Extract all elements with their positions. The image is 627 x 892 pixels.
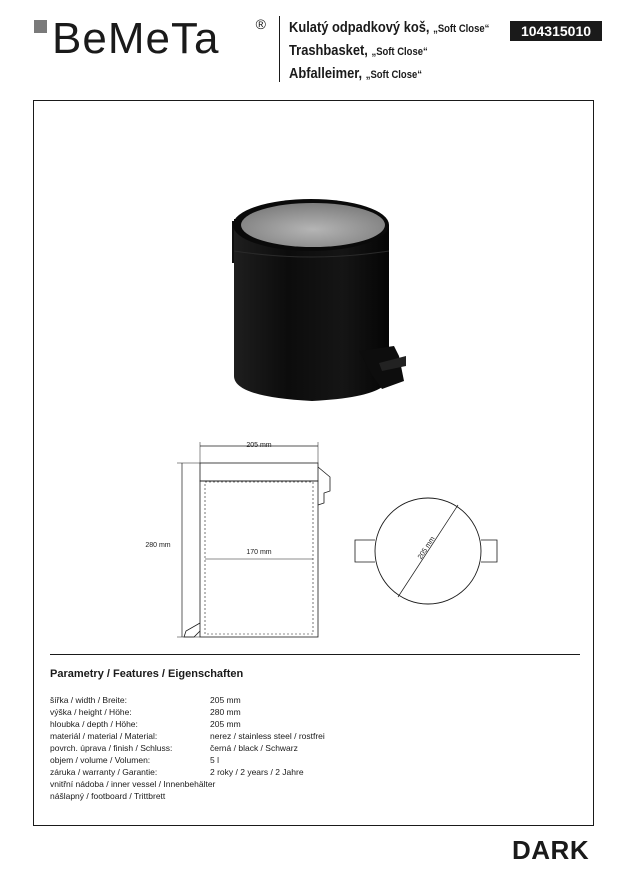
spec-label: nášlapný / footboard / Trittbrett (50, 791, 166, 801)
title-en-text: Trashbasket, (289, 42, 368, 59)
variant-label: DARK (512, 835, 590, 865)
title-de (289, 63, 489, 86)
spec-value: 205 mm (210, 719, 241, 729)
height-label: 280 mm (145, 542, 171, 549)
title-cz-text: Kulatý odpadkový koš, (289, 19, 430, 36)
product-sheet-frame (33, 100, 594, 826)
bin-inner (241, 203, 385, 247)
spec-value: 205 mm (210, 695, 241, 705)
title-cz (289, 17, 489, 40)
spec-value: nerez / stainless steel / rostfrei (210, 731, 325, 741)
inner-vessel-outline (205, 482, 313, 634)
soft-close-cz: „Soft Close“ (433, 23, 490, 35)
top-view-pedal (355, 540, 375, 562)
spec-label: hloubka / depth / Höhe: (50, 719, 138, 729)
registered-mark: ® (255, 16, 266, 32)
features-heading: Parametry / Features / Eigenschaften (50, 668, 244, 680)
inner-label: 170 mm (246, 549, 272, 556)
product-code: 104315010 (510, 21, 602, 41)
pedal-outline (184, 623, 200, 637)
spec-table (50, 694, 325, 802)
top-view-hinge (481, 540, 497, 562)
spec-row (50, 718, 325, 730)
product-image (194, 151, 454, 411)
header-divider (279, 16, 280, 82)
spec-label: materiál / material / Material: (50, 731, 158, 741)
title-en (289, 40, 489, 63)
spec-label: povrch. úprava / finish / Schluss: (50, 743, 173, 753)
spec-label: šířka / width / Breite: (50, 695, 127, 705)
logo-square-icon (34, 20, 47, 33)
spec-row (50, 730, 325, 742)
spec-label: vnitřní nádoba / inner vessel / Innenbehälter (50, 779, 216, 789)
soft-close-de: „Soft Close“ (365, 69, 422, 81)
diameter-label: 205 mm (416, 535, 437, 561)
spec-label: výška / height / Höhe: (50, 707, 132, 717)
technical-drawing (34, 441, 595, 651)
spec-row (50, 742, 325, 754)
spec-row (50, 766, 325, 778)
hinge-outline (318, 467, 330, 505)
spec-label: objem / volume / Volumen: (50, 755, 151, 765)
features-rule (50, 654, 580, 655)
spec-label: záruka / warranty / Garantie: (50, 767, 158, 777)
spec-value: černá / black / Schwarz (210, 743, 298, 753)
width-label: 205 mm (246, 442, 272, 449)
spec-value: 5 l (210, 755, 219, 765)
lid-outline (200, 463, 318, 481)
brand-name: BeMeTa (52, 14, 220, 63)
spec-value: 2 roky / 2 years / 2 Jahre (210, 767, 304, 777)
spec-row (50, 706, 325, 718)
spec-row (50, 778, 325, 790)
spec-row (50, 694, 325, 706)
brand-logo (34, 14, 270, 64)
spec-row (50, 790, 325, 802)
product-titles (289, 17, 522, 86)
title-de-text: Abfalleimer, (289, 65, 363, 82)
spec-value: 280 mm (210, 707, 241, 717)
soft-close-en: „Soft Close“ (371, 46, 428, 58)
spec-row (50, 754, 325, 766)
